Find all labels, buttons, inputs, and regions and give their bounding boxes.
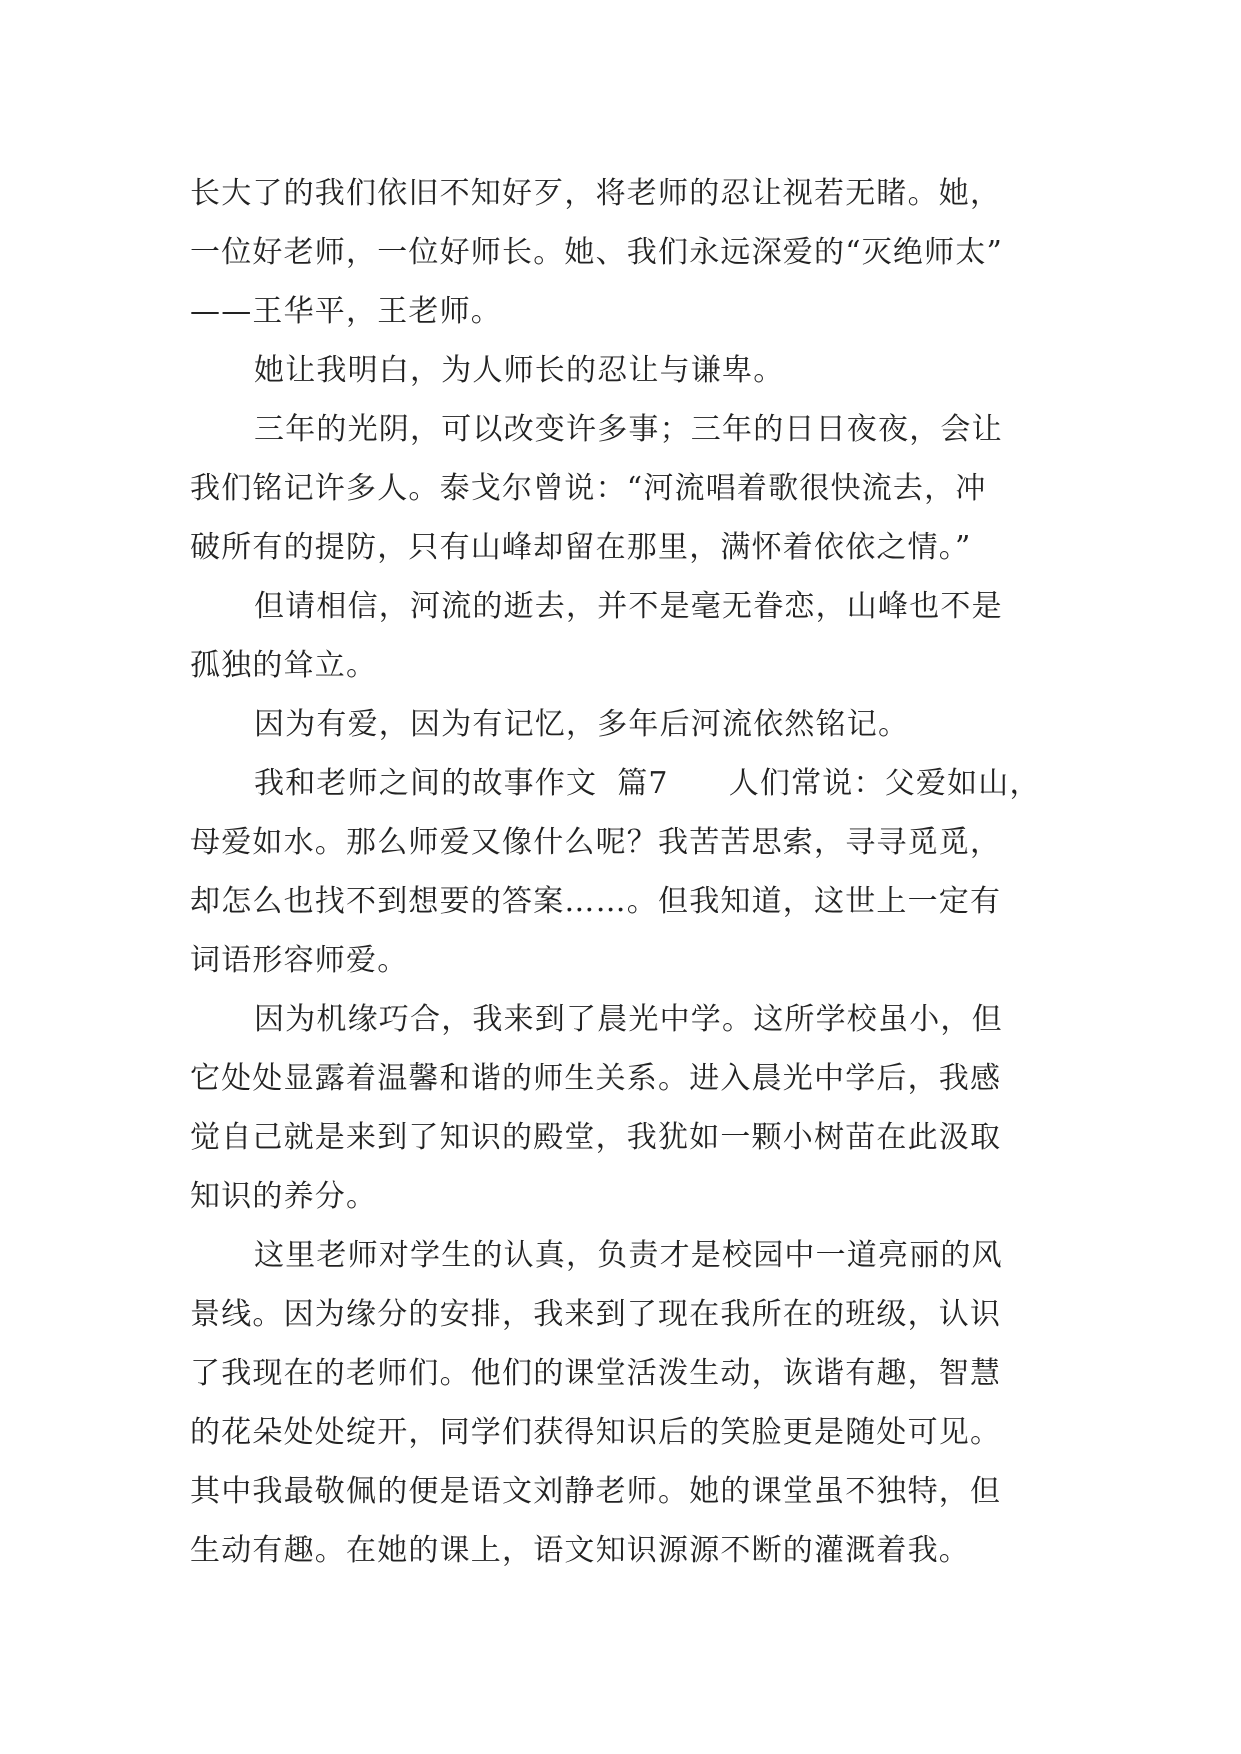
text-line: 我们铭记许多人。泰戈尔曾说：“河流唱着歌很快流去，冲 bbox=[190, 471, 987, 506]
text-line: 觉自己就是来到了知识的殿堂，我犹如一颗小树苗在此汲取 bbox=[190, 1120, 1002, 1155]
text-line: 了我现在的老师们。他们的课堂活泼生动，诙谐有趣，智慧 bbox=[190, 1356, 1002, 1391]
section-heading-paragraph bbox=[190, 754, 1070, 813]
text-line: 其中我最敬佩的便是语文刘静老师。她的课堂虽不独特，但 bbox=[190, 1474, 1002, 1509]
heading-line bbox=[190, 754, 1070, 813]
paragraph bbox=[190, 577, 1070, 636]
text-line: 破所有的提防，只有山峰却留在那里，满怀着依依之情。” bbox=[190, 530, 972, 565]
text-line: 词语形容师爱。 bbox=[190, 943, 409, 978]
text-line: 她让我明白，为人师长的忍让与谦卑。 bbox=[254, 353, 785, 388]
paragraph-continued bbox=[190, 1285, 1070, 1580]
paragraph bbox=[190, 695, 1070, 754]
text-line: 景线。因为缘分的安排，我来到了现在我所在的班级，认识 bbox=[190, 1297, 1002, 1332]
text-line: ——王华平，王老师。 bbox=[190, 294, 502, 329]
paragraph-continued bbox=[190, 813, 1070, 990]
text-line: 知识的养分。 bbox=[190, 1179, 378, 1214]
text-line: 孤独的耸立。 bbox=[190, 648, 378, 683]
paragraph bbox=[190, 990, 1070, 1049]
text-line: 三年的光阴，可以改变许多事；三年的日日夜夜，会让 bbox=[254, 412, 1003, 447]
paragraph-continued bbox=[190, 459, 1070, 577]
text-line: 这里老师对学生的认真，负责才是校园中一道亮丽的风 bbox=[254, 1238, 1003, 1273]
essay-number: 篇7 bbox=[617, 766, 669, 801]
paragraph-continued bbox=[190, 636, 1070, 695]
essay-title: 我和老师之间的故事作文 bbox=[254, 766, 598, 801]
text-line: 长大了的我们依旧不知好歹，将老师的忍让视若无睹。她， bbox=[190, 176, 1002, 211]
paragraph bbox=[190, 400, 1070, 459]
text-line: 生动有趣。在她的课上，语文知识源源不断的灌溉着我。 bbox=[190, 1533, 970, 1568]
essay-body bbox=[190, 164, 1070, 1580]
paragraph-continued bbox=[190, 1049, 1070, 1226]
text-line: 它处处显露着温馨和谐的师生关系。进入晨光中学后，我感 bbox=[190, 1061, 1002, 1096]
text-line: 因为机缘巧合，我来到了晨光中学。这所学校虽小，但 bbox=[254, 1002, 1003, 1037]
paragraph bbox=[190, 341, 1070, 400]
text-line: 却怎么也找不到想要的答案……。但我知道，这世上一定有 bbox=[190, 884, 1002, 919]
text-line: 因为有爱，因为有记忆，多年后河流依然铭记。 bbox=[254, 707, 910, 742]
text-line: 的花朵处处绽开，同学们获得知识后的笑脸更是随处可见。 bbox=[190, 1415, 1002, 1450]
text-line: 但请相信，河流的逝去，并不是毫无眷恋，山峰也不是 bbox=[254, 589, 1003, 624]
paragraph bbox=[190, 164, 1070, 341]
text-line: 母爱如水。那么师爱又像什么呢？我苦苦思索，寻寻觅觅， bbox=[190, 825, 1002, 860]
text-line: 一位好老师，一位好师长。她、我们永远深爱的“灭绝师太” bbox=[190, 235, 1004, 270]
paragraph bbox=[190, 1226, 1070, 1285]
text-segment: 人们常说：父爱如山， bbox=[728, 766, 1041, 801]
